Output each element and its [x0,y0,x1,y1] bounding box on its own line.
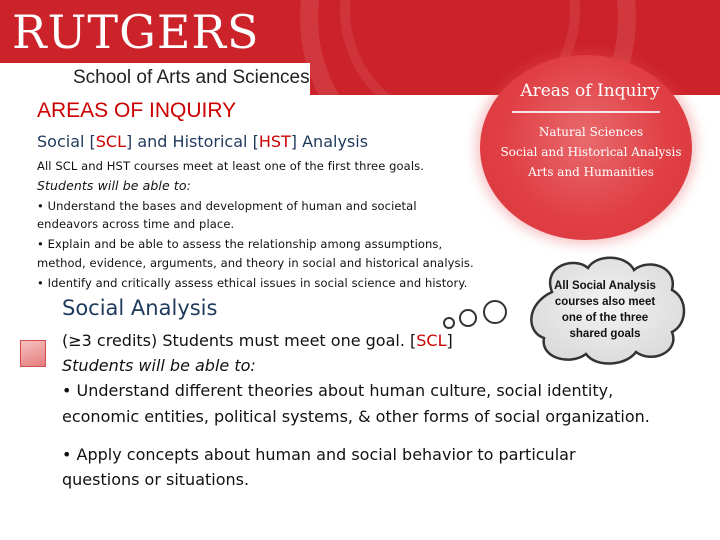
social-analysis-line: Students will be able to: [62,356,256,375]
social-analysis-line: • Understand different theories about human culture, social identity, [62,381,614,400]
rutgers-logo: RUTGERS [12,5,260,59]
intro-line: • Explain and be able to assess the relationship among assumptions, [37,237,443,251]
school-name: School of Arts and Sciences [73,67,310,88]
subtitle-part: Social [ [37,132,96,151]
badge-item-natural-sciences: Natural Sciences [538,125,644,139]
callout-line: one of the three [561,312,649,324]
social-analysis-line: questions or situations. [62,470,250,489]
callout-line: shared goals [569,328,641,340]
intro-line: • Understand the bases and development of human and societal [37,199,417,213]
badge-divider [512,111,660,113]
intro-line: Students will be able to: [37,178,191,193]
intro-line: • Identify and critically assess ethical issues in social science and history. [37,276,468,290]
subtitle-part: ] and Historical [ [126,132,259,151]
callout-line: All Social Analysis [554,280,656,292]
social-analysis-line: • Apply concepts about human and social behavior to particular [62,445,576,464]
credits-requirement [62,328,453,353]
social-analysis-heading: Social Analysis [62,296,218,320]
social-analysis-line: economic entities, political systems, & other forms of social organization. [62,407,650,426]
scl-code: SCL [95,132,127,151]
hst-code: HST [258,132,291,151]
page-subtitle [37,131,368,153]
thought-bubble-large [483,300,507,324]
subtitle-part: ] Analysis [290,132,369,151]
callout-line: courses also meet [554,296,656,308]
intro-line: endeavors across time and place. [37,217,235,231]
badge-item-social-historical: Social and Historical Analysis [500,145,682,159]
intro-line: method, evidence, arguments, and theory in social and historical analysis. [37,256,474,270]
badge-item-arts-humanities: Arts and Humanities [528,165,654,179]
page-title: AREAS OF INQUIRY [37,99,237,122]
credits-text: (≥3 credits) Students must meet one goal. [ [62,331,417,350]
thought-bubble-medium [459,309,477,327]
intro-line: All SCL and HST courses meet at least one of the first three goals. [37,159,424,173]
badge-title: Areas of Inquiry [520,81,660,101]
scl-code: SCL [416,331,447,350]
bullet-square [20,340,46,367]
credits-text: ] [446,331,453,350]
callout-text [540,278,670,342]
